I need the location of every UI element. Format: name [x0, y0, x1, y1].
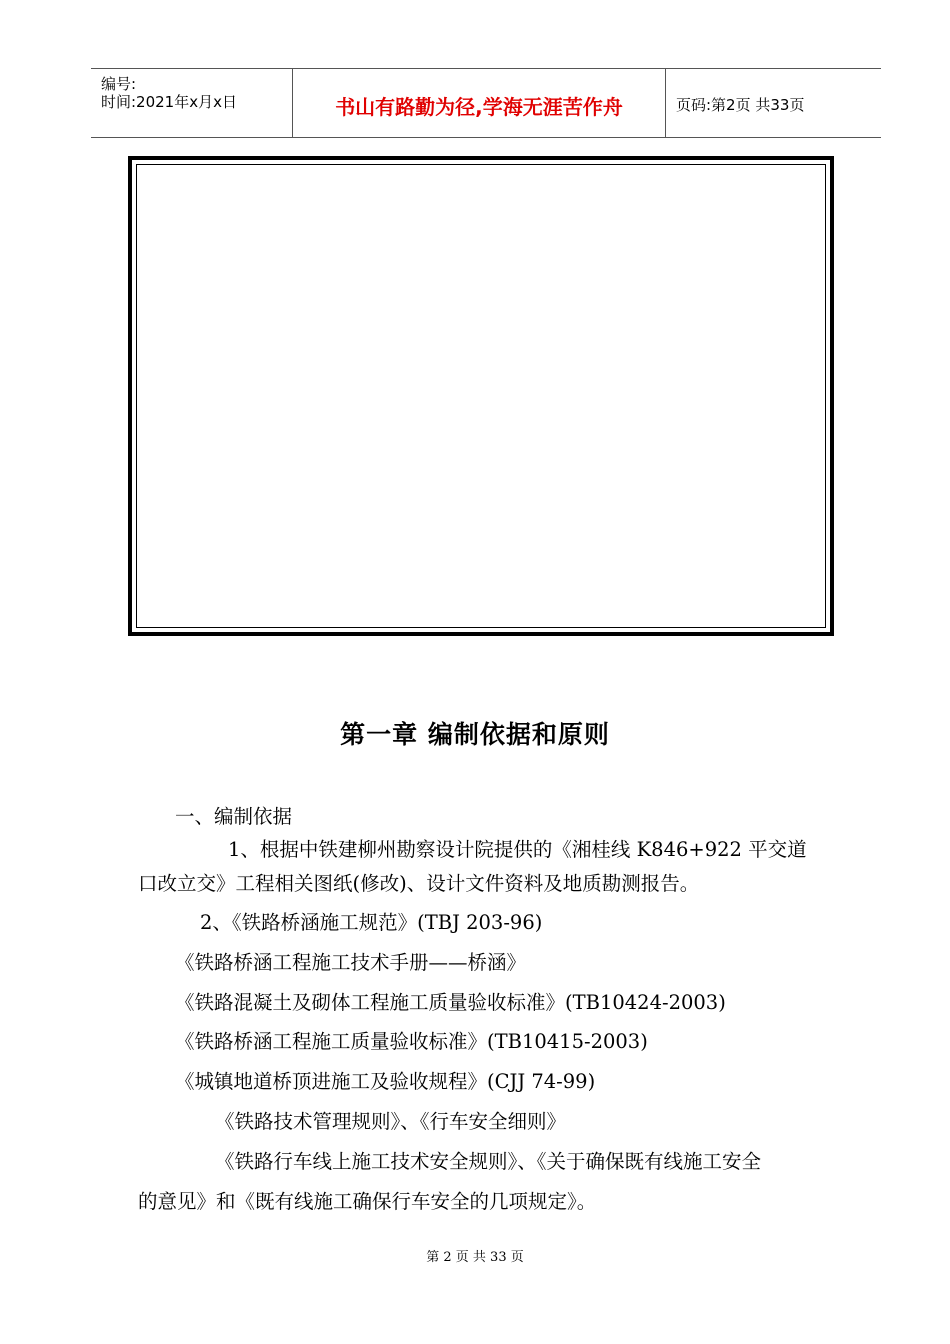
item-2: 2、《铁路桥涵施工规范》(TBJ 203-96) [200, 911, 543, 934]
serial-number-label: 编号: [101, 75, 137, 93]
frame-inner-border [136, 164, 826, 628]
item-1-line-2: 口改立交》工程相关图纸(修改)、设计文件资料及地质勘测报告。 [138, 872, 700, 895]
item-1-line-1: 1、根据中铁建柳州勘察设计院提供的《湘桂线 K846+922 平交道 [228, 838, 807, 861]
empty-cover-frame [128, 156, 834, 636]
reference-4: 《城镇地道桥顶进施工及验收规程》(CJJ 74-99) [175, 1070, 596, 1093]
reference-6-line-2: 的意见》和《既有线施工确保行车安全的几项规定》。 [138, 1190, 597, 1213]
header-motto-cell [293, 69, 666, 137]
page-footer: 第 2 页 共 33 页 [426, 1250, 524, 1265]
reference-5: 《铁路技术管理规则》、《行车安全细则》 [215, 1110, 567, 1133]
header-page-cell [666, 69, 881, 137]
page-number-label: 页码:第2页 共33页 [676, 96, 805, 114]
reference-3: 《铁路桥涵工程施工质量验收标准》(TB10415-2003) [175, 1030, 648, 1053]
chapter-title: 第一章 编制依据和原则 [340, 720, 610, 749]
motto-text: 书山有路勤为径,学海无涯苦作舟 [335, 95, 623, 119]
reference-2: 《铁路混凝土及砌体工程施工质量验收标准》(TB10424-2003) [175, 991, 726, 1014]
section-heading: 一、编制依据 [175, 805, 293, 828]
reference-6-line-1: 《铁路行车线上施工技术安全规则》、《关于确保既有线施工安全 [215, 1150, 762, 1173]
document-header [91, 68, 881, 138]
date-label: 时间:2021年x月x日 [101, 93, 237, 111]
reference-1: 《铁路桥涵工程施工技术手册——桥涵》 [175, 951, 527, 974]
header-info-cell [91, 69, 293, 137]
